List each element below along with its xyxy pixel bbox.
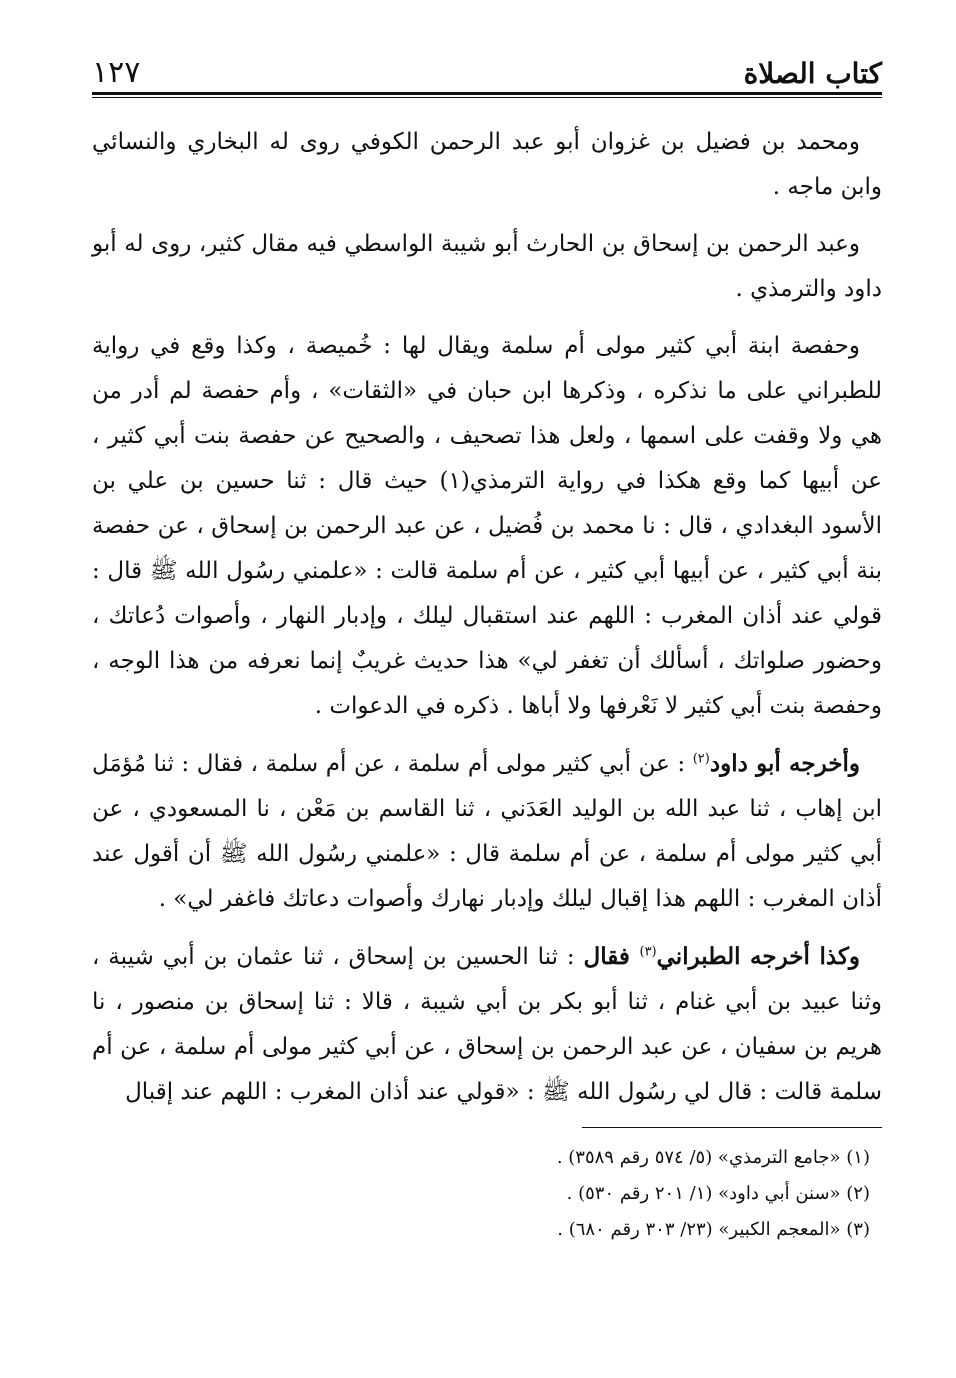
running-header — [92, 38, 882, 88]
paragraph-lead: وكذا أخرجه الطبراني — [656, 943, 860, 970]
main-text — [92, 120, 882, 1115]
paragraph-text: : عن أبي كثير مولى أم سلمة ، عن أم سلمة ، فقال : ثنا مُؤمَل ابن إهاب ، ثنا عبد الله بن الوليد العَدَني ، ثنا القاسم بن مَعْن ، نا المسعودي ، عن أبي كثير مولى أم سلمة ، عن أم سلمة قال : «علمني رسُول الله ﷺ أن أقول عند أذان المغرب : اللهم هذا إقبال ليلك وإدبار نهارك وأصوات دعاتك فاغفر لي» . — [92, 751, 882, 912]
paragraph-lead: وأخرجه أبو داود — [709, 750, 861, 777]
page-number: ١٢٧ — [92, 55, 141, 90]
paragraph-text: ومحمد بن فضيل بن غزوان أبو عبد الرحمن الكوفي روى له البخاري والنسائي وابن ماجه . — [92, 129, 882, 200]
paragraph — [92, 324, 882, 729]
paragraph — [92, 934, 882, 1115]
book-page — [92, 38, 882, 1248]
chapter-title: كتاب الصلاة — [743, 57, 882, 90]
header-rule — [92, 92, 882, 98]
paragraph-text: : ثنا الحسين بن إسحاق ، ثنا عثمان بن أبي شيبة ، وثنا عبيد بن أبي غنام ، ثنا أبو بكر بن أبي شيبة ، قالا : ثنا إسحاق بن منصور ، نا هريم بن سفيان ، عن عبد الرحمن بن إسحاق ، عن أبي كثير مولى أم سلمة ، عن أم سلمة قالت : قال لي رسُول الله ﷺ : «قولي عند أذان المغرب : اللهم عند إقبال — [92, 944, 882, 1105]
paragraph — [92, 222, 882, 312]
footnotes — [92, 1140, 882, 1248]
footnote-separator — [582, 1127, 882, 1128]
footnote: (١) «جامع الترمذي» (٥/ ٥٧٤ رقم ٣٥٨٩) . — [556, 1147, 870, 1168]
paragraph — [92, 120, 882, 210]
footnote: (٢) «سنن أبي داود» (١/ ٢٠١ رقم ٥٣٠) . — [566, 1183, 870, 1204]
paragraph-text: وحفصة ابنة أبي كثير مولى أم سلمة ويقال لها : خُميصة ، وكذا وقع في رواية للطبراني على ما نذكره ، وذكرها ابن حبان في «الثقات» ، وأم حفصة لم أدر من هي ولا وقفت على اسمها ، ولعل هذا تصحيف ، والصحيح عن حفصة بنت أبي كثير ، عن أبيها كما وقع هكذا في رواية الترمذي(١) حيث قال : ثنا حسين بن علي بن الأسود البغدادي ، قال : نا محمد بن فُضيل ، عن عبد الرحمن بن إسحاق ، عن حفصة بنة أبي كثير ، عن أبيها أبي كثير ، عن أم سلمة قالت : «علمني رسُول الله ﷺ قال : قولي عند أذان المغرب : اللهم عند استقبال ليلك ، وإدبار النهار ، وأصوات دُعاتك ، وحضور صلواتك ، أسألك أن تغفر لي» هذا حديث غريبٌ إنما نعرفه من هذا الوجه ، وحفصة بنت أبي كثير لا نَعْرفها ولا أباها . ذكره في الدعوات . — [92, 333, 882, 719]
paragraph — [92, 741, 882, 922]
paragraph-text: وعبد الرحمن بن إسحاق بن الحارث أبو شيبة الواسطي فيه مقال كثير، روى له أبو داود والترمذي . — [92, 231, 882, 302]
footnote: (٣) «المعجم الكبير» (٢٣/ ٣٠٣ رقم ٦٨٠) . — [557, 1219, 870, 1240]
footnote-ref: (٢) — [692, 751, 710, 767]
footnote-ref: (٣) — [639, 944, 657, 960]
paragraph-lead-verb: فقال — [583, 943, 640, 970]
